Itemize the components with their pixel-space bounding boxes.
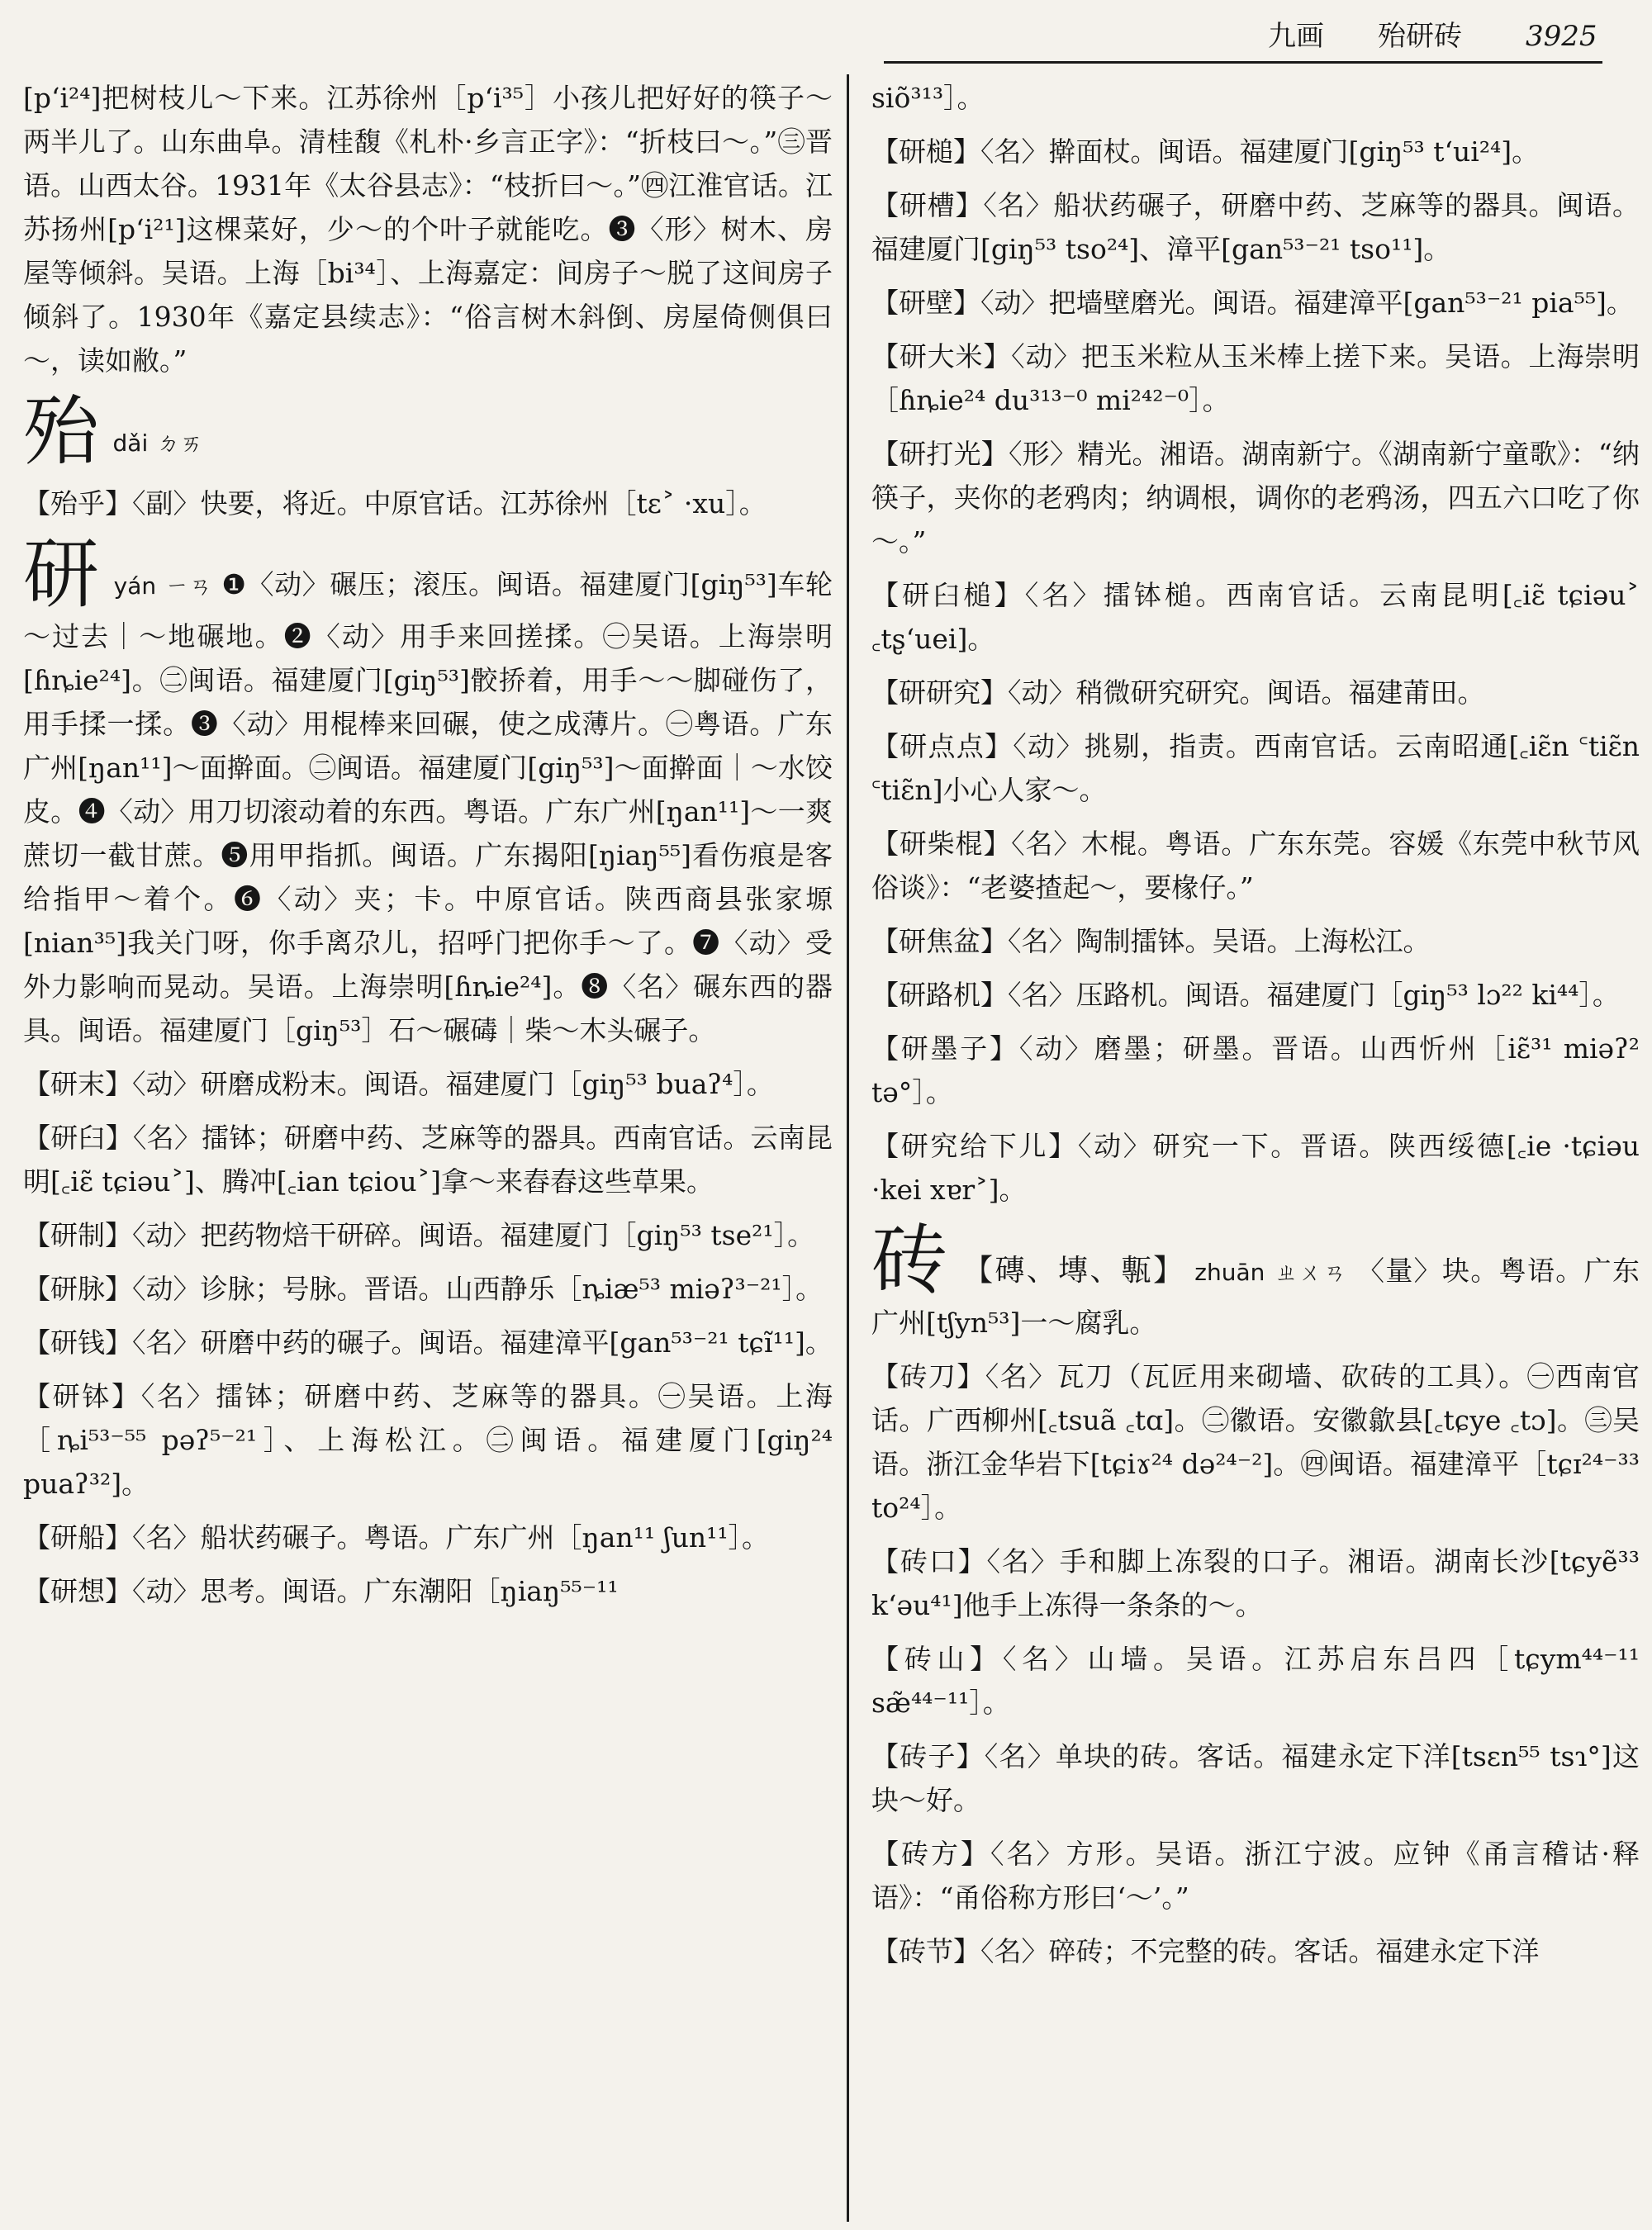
entry: 【研大米】〈动〉把玉米粒从玉米棒上搓下来。吴语。上海崇明［ɦȵie²⁴ du³¹³⁻⁰ mi²⁴²⁻⁰］。 <box>871 340 1640 416</box>
headword-char: 研 <box>23 530 100 619</box>
header-stroke-count: 九画 <box>1268 20 1324 53</box>
headword-char: 殆 <box>23 387 100 476</box>
entry: 【研槽】〈名〉船状药碾子，研磨中药、芝麻等的器具。闽语。福建厦门[giŋ⁵³ tso²⁴]、漳平[gan⁵³⁻²¹ tso¹¹]。 <box>871 189 1640 265</box>
entry: 【研想】〈动〉思考。闽语。广东潮阳［ŋiaŋ⁵⁵⁻¹¹ <box>23 1575 619 1607</box>
page-number: 3925 <box>1526 20 1597 53</box>
entry: 【砖子】〈名〉单块的砖。客话。福建永定下洋[tsɛn⁵⁵ tsɿ°]这块～好。 <box>871 1740 1640 1816</box>
entry: 【研路机】〈名〉压路机。闽语。福建厦门［giŋ⁵³ lɔ²² ki⁴⁴］。 <box>871 979 1620 1011</box>
headword-definition-rest: [giŋ⁵³]车轮～过去｜～地碾地。❷〈动〉用手来回搓揉。㊀吴语。上海崇明[ɦȵie²⁴]。㊁闽语。福建厦门[giŋ⁵³]骹挢着，用手～～脚碰伤了，用手揉一揉。❸〈动〉用棍棒来回碾，使之成薄片。㊀粤语。广东广州[ŋan¹¹]～面擀面。㊁闽语。福建厦门[giŋ⁵³]～面擀面｜～水饺皮。❹〈动〉用刀切滚动着的东西。粤语。广东广州[ŋan¹¹]～一爽蔗切一截甘蔗。❺用甲指抓。闽语。广东揭阳[ŋiaŋ⁵⁵]看伤痕是客给指甲～着个。❻〈动〉夹；卡。中原官话。陕西商县张家塬[nian³⁵]我关门呀，你手离尕儿，招呼门把你手～了。❼〈动〉受外力影响而晃动。吴语。上海崇明[ɦȵie²⁴]。❽〈名〉碾东西的器具。闽语。福建厦门［giŋ⁵³］石～碾碡｜柴～木头碾子。 <box>23 568 833 1046</box>
entry: 【砖山】〈名〉山墙。吴语。江苏启东吕四［tɕym⁴⁴⁻¹¹ sæ̃⁴⁴⁻¹¹］。 <box>871 1643 1640 1719</box>
entry: 【砖节】〈名〉碎砖；不完整的砖。客话。福建永定下洋 <box>871 1935 1540 1967</box>
entry: 【研柴棍】〈名〉木棍。粤语。广东东莞。容媛《东莞中秋节风俗谈》：“老婆揸起～，要椽仔。” <box>871 828 1640 904</box>
entry: 【研制】〈动〉把药物焙干研碎。闽语。福建厦门［giŋ⁵³ tse²¹］。 <box>23 1219 815 1251</box>
column-divider <box>847 74 849 2222</box>
headword-char: 砖 <box>871 1217 949 1305</box>
entry: 【研脉】〈动〉诊脉；号脉。晋语。山西静乐［ȵiæ⁵³ miəʔ³⁻²¹］。 <box>23 1273 824 1305</box>
entry: 【研打光】〈形〉精光。湘语。湖南新宁。《湖南新宁童歌》：“纳筷子，夹你的老鸦肉；纳调根，调你的老鸦汤，四五六口吃了你～。” <box>871 438 1640 558</box>
entry: 【研臼】〈名〉擂钵；研磨中药、芝麻等的器具。西南官话。云南昆明[꜀iɛ̃ tɕiəu˃]、腾冲[꜀ian tɕiou˃]拿～来舂舂这些草果。 <box>23 1122 833 1198</box>
entry: 【研究给下儿】〈动〉研究一下。晋语。陕西绥德[꜀ie ·tɕiəu ·kei xɐr˃]。 <box>871 1130 1640 1206</box>
entry: 【研船】〈名〉船状药碾子。粤语。广东广州［ŋan¹¹ ʃun¹¹］。 <box>23 1521 770 1554</box>
headword-definition: 〈量〉块。粤语。广东广州[tʃyn⁵³]一～腐乳。 <box>871 1255 1640 1339</box>
headword-pinyin: yán <box>113 572 157 600</box>
headword-pinyin: dǎi <box>112 429 149 457</box>
headword-variants: 【磚、塼、甎】 <box>963 1254 1185 1288</box>
entry: 【砖刀】〈名〉瓦刀（瓦匠用来砌墙、砍砖的工具）。㊀西南官话。广西柳州[꜀tsuã ꜀tɑ]。㊁徽语。安徽歙县[꜀tɕye ꜀tɔ]。㊂吴语。浙江金华岩下[tɕiɤ²⁴ də²⁴⁻²]。㊃闽语。福建漳平［tɕɪ²⁴⁻³³ to²⁴］。 <box>871 1360 1640 1524</box>
headword-yan <box>23 530 833 1052</box>
header-chars: 殆研砖 <box>1378 20 1462 53</box>
headword-zhuan <box>871 1217 1640 1345</box>
entry: 【研钱】〈名〉研磨中药的碾子。闽语。福建漳平[gan⁵³⁻²¹ tɕĩ¹¹]。 <box>23 1326 833 1359</box>
entry: 【研末】〈动〉研磨成粉末。闽语。福建厦门［giŋ⁵³ buaʔ⁴］。 <box>23 1068 774 1100</box>
entry: 【研壁】〈动〉把墙壁磨光。闽语。福建漳平[gan⁵³⁻²¹ pia⁵⁵]。 <box>871 287 1634 319</box>
left-column <box>23 76 833 2219</box>
continuation-text: siõ³¹³］。 <box>871 82 985 114</box>
right-column <box>871 76 1640 2219</box>
entry: 【砖方】〈名〉方形。吴语。浙江宁波。应钟《甬言稽诂·释语》：“甬俗称方形曰‘～’。” <box>871 1838 1640 1914</box>
header-rule <box>884 61 1602 64</box>
headword-dai <box>23 387 833 476</box>
entry: 【研臼槌】〈名〉擂钵槌。西南官话。云南昆明[꜀iɛ̃ tɕiəu˃ ꜀tʂʻuei]。 <box>871 579 1640 655</box>
entry: 【研墨子】〈动〉磨墨；研墨。晋语。山西忻州［iɛ̃³¹ miəʔ² tə°］。 <box>871 1032 1640 1108</box>
entry: 【研研究】〈动〉稍微研究研究。闽语。福建莆田。 <box>871 676 1485 709</box>
running-header <box>0 0 1652 66</box>
headword-definition: ❶〈动〉碾压；滚压。闽语。福建厦门 <box>221 568 691 600</box>
entry: 【殆乎】〈副〉快要，将近。中原官话。江苏徐州［tɛ˃ ·xu］。 <box>23 487 767 520</box>
entry: 【研焦盆】〈名〉陶制擂钵。吴语。上海松江。 <box>871 925 1431 957</box>
headword-zhuyin: ㄉㄞ <box>156 429 203 457</box>
entry: 【研点点】〈动〉挑剔，指责。西南官话。云南昭通[꜀iɛ̃n ꜂tiɛ̃n ꜂tiɛ̃n]小心人家～。 <box>871 730 1640 806</box>
entry: 【砖口】〈名〉手和脚上冻裂的口子。湘语。湖南长沙[tɕyẽ³³ kʻəu⁴¹]他手上冻得一条条的～。 <box>871 1545 1640 1621</box>
entry: 【研槌】〈名〉擀面杖。闽语。福建厦门[giŋ⁵³ tʻui²⁴]。 <box>871 135 1540 168</box>
headword-zhuyin: ㄧㄢ <box>165 572 213 600</box>
headword-zhuyin: ㄓㄨㄢ <box>1275 1259 1348 1286</box>
headword-pinyin: zhuān <box>1194 1259 1265 1286</box>
entry: 【研钵】〈名〉擂钵；研磨中药、芝麻等的器具。㊀吴语。上海［ȵi⁵³⁻⁵⁵ pəʔ⁵⁻²¹］、上海松江。㊁闽语。福建厦门[giŋ²⁴ puaʔ³²]。 <box>23 1380 833 1500</box>
continuation-text: [pʻi²⁴]把树枝儿～下来。江苏徐州［pʻi³⁵］小孩儿把好好的筷子～两半儿了。山东曲阜。清桂馥《札朴·乡言正字》：“折枝曰～。”㊂晋语。山西太谷。1931年《太谷县志》：“枝折曰～。”㊃江淮官话。江苏扬州[pʻi²¹]这棵菜好，少～的个叶子就能吃。❸〈形〉树木、房屋等倾斜。吴语。上海［bi³⁴］、上海嘉定：间房子～脱了这间房子倾斜了。1930年《嘉定县续志》：“俗言树木斜倒、房屋倚侧俱曰～，读如敝。” <box>23 82 833 377</box>
